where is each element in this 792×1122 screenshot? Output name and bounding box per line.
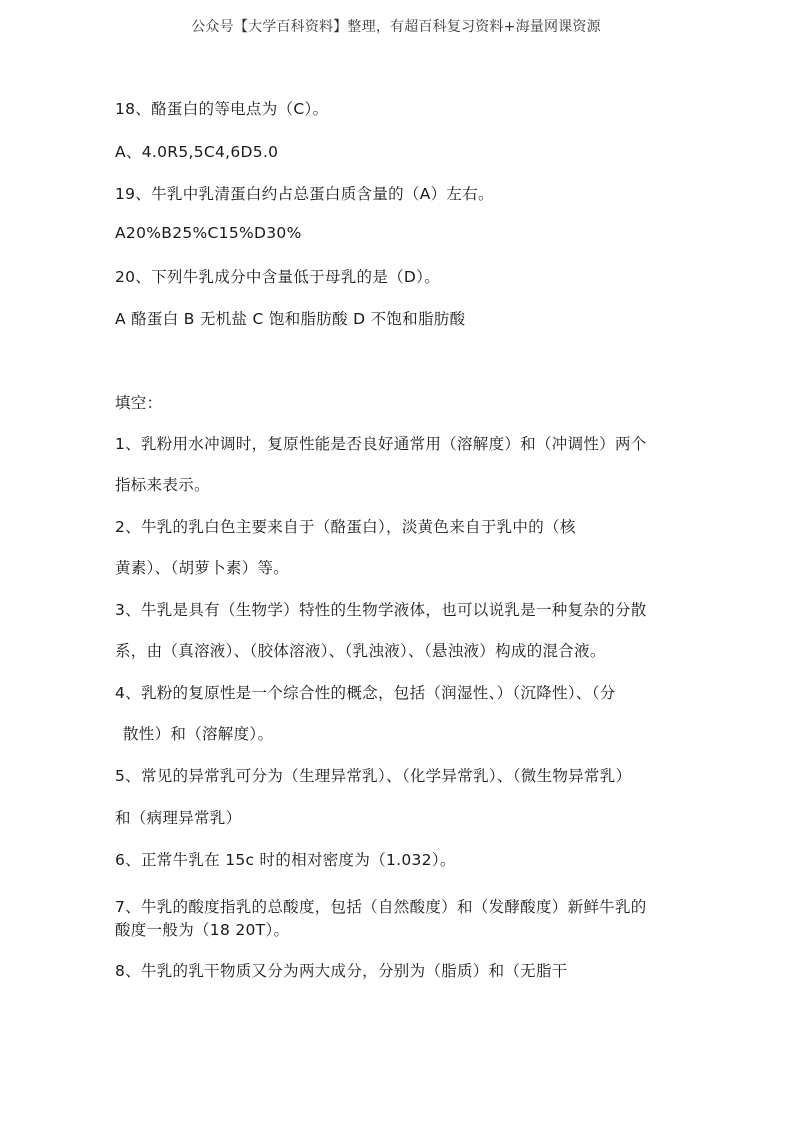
fill-line-3a: 3、牛乳是具有（生物学）特性的生物学液体，也可以说乳是一种复杂的分散	[115, 601, 647, 619]
fill-line-6: 6、正常牛乳在 15c 时的相对密度为（1.032）。	[115, 851, 456, 869]
fill-line-1b: 指标来表示。	[115, 476, 210, 494]
question-18-options: A、4.0R5,5C4,6D5.0	[115, 143, 279, 161]
fill-line-4a: 4、乳粉的复原性是一个综合性的概念，包括（润湿性、）（沉降性）、（分	[115, 684, 616, 702]
question-19: 19、牛乳中乳清蛋白约占总蛋白质含量的（A）左右。	[115, 185, 494, 203]
fill-line-7b: 酸度一般为（18 20T）。	[115, 921, 290, 939]
fill-line-8: 8、牛乳的乳干物质又分为两大成分，分别为（脂质）和（无脂干	[115, 962, 568, 980]
fill-section-title: 填空：	[115, 394, 163, 412]
fill-line-7a: 7、牛乳的酸度指乳的总酸度，包括（自然酸度）和（发酵酸度）新鲜牛乳的	[115, 898, 647, 916]
question-20-options: A 酪蛋白 B 无机盐 C 饱和脂肪酸 D 不饱和脂肪酸	[115, 310, 466, 328]
fill-line-2b: 黄素）、（胡萝卜素）等。	[115, 559, 290, 577]
question-19-options: A20%B25%C15%D30%	[115, 224, 302, 242]
fill-line-5b: 和（病理异常乳）	[115, 809, 242, 827]
fill-line-5a: 5、常见的异常乳可分为（生理异常乳）、（化学异常乳）、（微生物异常乳）	[115, 767, 632, 785]
fill-line-3b: 系，由（真溶液）、（胶体溶液）、（乳浊液）、（悬浊液）构成的混合液。	[115, 642, 606, 660]
page-header: 公众号【大学百科资料】整理，有超百科复习资料+海量网课资源	[191, 19, 601, 35]
question-18: 18、酪蛋白的等电点为（C）。	[115, 100, 329, 118]
question-20: 20、下列牛乳成分中含量低于母乳的是（D）。	[115, 268, 441, 286]
fill-line-4b: 散性）和（溶解度）。	[123, 725, 274, 743]
fill-line-2a: 2、牛乳的乳白色主要来自于（酪蛋白），淡黄色来自于乳中的（核	[115, 518, 576, 536]
fill-line-1a: 1、乳粉用水冲调时，复原性能是否良好通常用（溶解度）和（冲调性）两个	[115, 435, 647, 453]
